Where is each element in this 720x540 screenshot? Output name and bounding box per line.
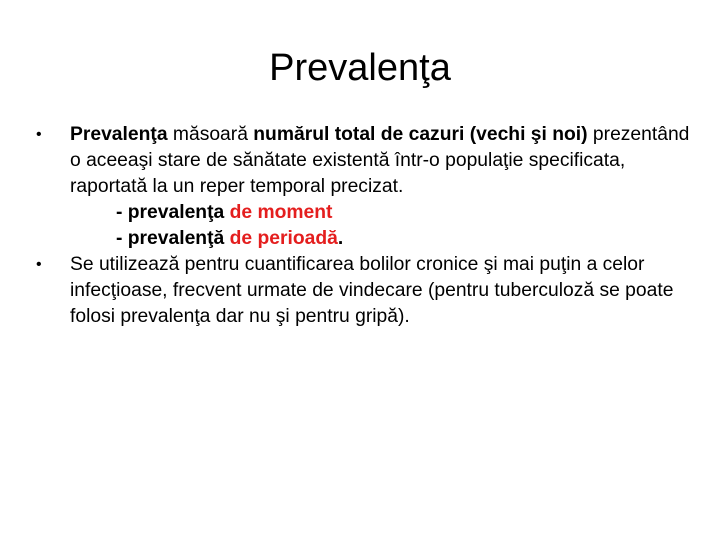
sub-item-highlight: de moment <box>229 202 333 223</box>
slide-title: Prevalenţa <box>269 47 451 89</box>
slide-body <box>36 122 696 330</box>
sub-item-highlight: de perioadă <box>229 228 338 249</box>
sub-item-label: - prevalenţă <box>116 228 230 249</box>
bullet-definition <box>36 122 696 200</box>
definition-text-1: măsoară <box>167 124 254 145</box>
definition-text-2: prezentând o aceeaşi stare de sănătate existentă într-o populaţie specificata, raportată la un reper temporal precizat. <box>70 124 690 197</box>
bullet-icon: • <box>36 126 42 143</box>
sub-item-moment <box>36 200 696 226</box>
bullet-icon: • <box>36 256 42 273</box>
sub-item-label: - prevalenţa <box>116 202 230 223</box>
sub-item-period <box>36 226 696 252</box>
bullet-usage <box>36 252 696 330</box>
term-prevalence: Prevalenţa <box>70 124 168 145</box>
definition-emphasis: numărul total de cazuri (vechi şi noi) <box>253 124 588 145</box>
usage-text: Se utilizează pentru cuantificarea bolilor cronice şi mai puţin a celor infecţioase, frecvent urmate de vindecare (pentru tuberculoză se poate folosi prevalenţa dar nu şi pentru gripă). <box>70 254 674 327</box>
sub-item-period-end: . <box>337 228 344 249</box>
